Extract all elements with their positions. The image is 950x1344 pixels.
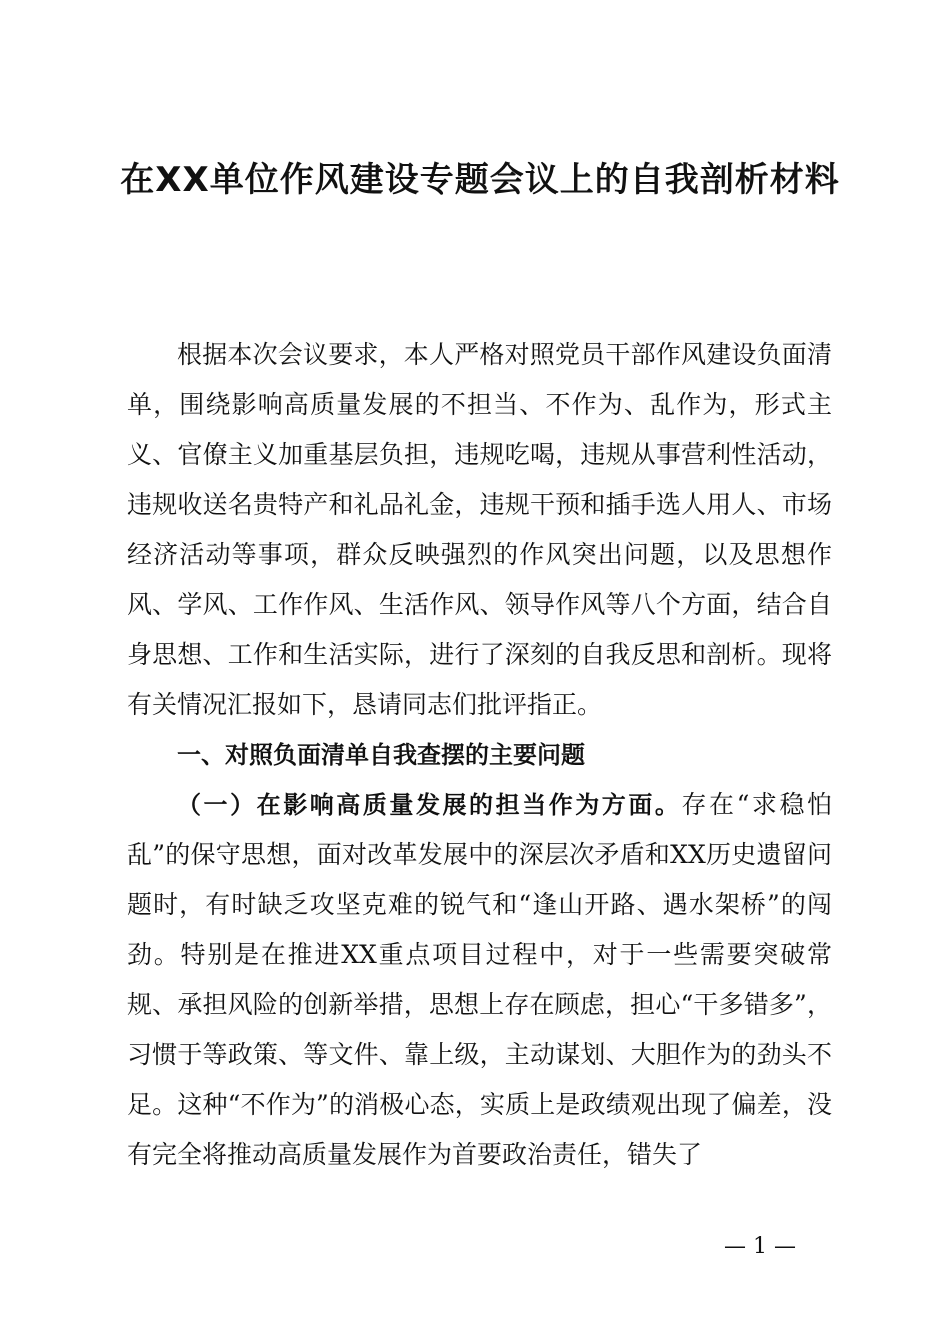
document-body — [127, 330, 832, 1180]
section-heading: 一、对照负面清单自我查摆的主要问题 — [177, 741, 585, 769]
document-title: 在XX单位作风建设专题会议上的自我剖析材料 — [120, 160, 840, 200]
subsection-lead: （一）在影响高质量发展的担当作为方面。 — [177, 791, 682, 819]
page-number: — 1 — — [724, 1234, 796, 1259]
subsection-paragraph — [127, 780, 832, 1180]
subsection-text: 存在“求稳怕乱”的保守思想，面对改革发展中的深层次矛盾和XX历史遗留问题时，有时缺乏攻坚克难的锐气和“逢山开路、遇水架桥”的闯劲。特别是在推进XX重点项目过程中，对于一些需要突破常规、承担风险的创新举措，思想上存在顾虑，担心“干多错多”，习惯于等政策、等文件、靠上级，主动谋划、大胆作为的劲头不足。这种“不作为”的消极心态，实质上是政绩观出现了偏差，没有完全将推动高质量发展作为首要政治责任，错失了 — [127, 790, 833, 1169]
intro-paragraph: 根据本次会议要求，本人严格对照党员干部作风建设负面清单，围绕影响高质量发展的不担当、不作为、乱作为，形式主义、官僚主义加重基层负担，违规吃喝，违规从事营利性活动，违规收送名贵特产和礼品礼金，违规干预和插手选人用人、市场经济活动等事项，群众反映强烈的作风突出问题，以及思想作风、学风、工作作风、生活作风、领导作风等八个方面，结合自身思想、工作和生活实际，进行了深刻的自我反思和剖析。现将有关情况汇报如下，恳请同志们批评指正。 — [127, 340, 832, 719]
